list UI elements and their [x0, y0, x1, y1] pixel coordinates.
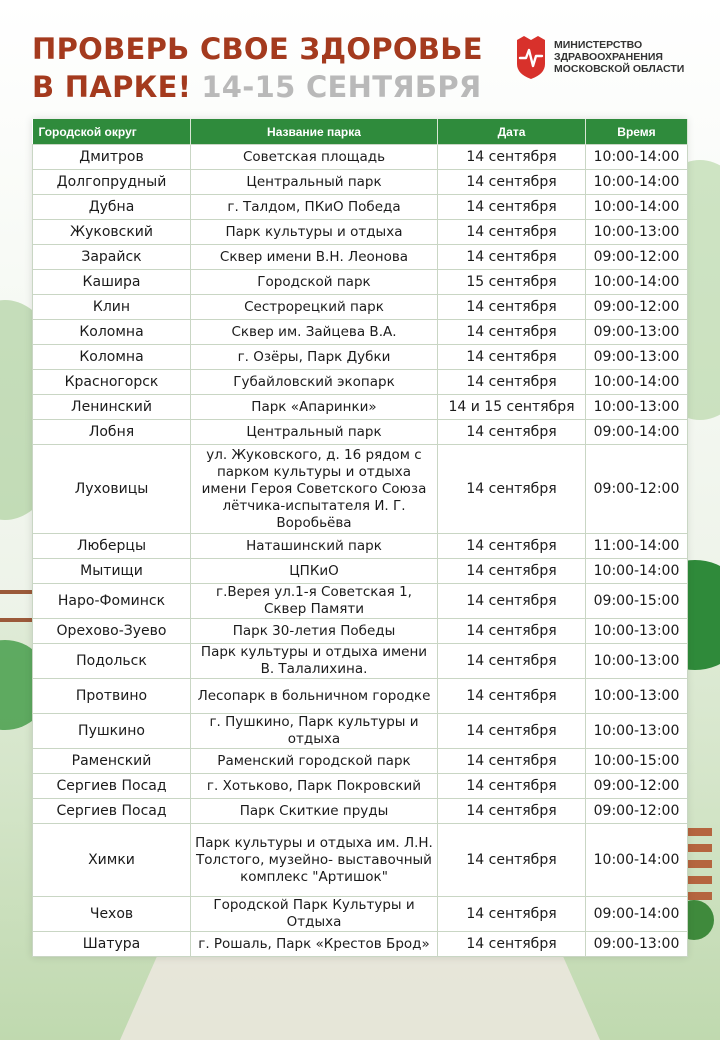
- table-row: [33, 420, 688, 445]
- title-dates: 14-15 СЕНТЯБРЯ: [201, 70, 482, 104]
- table-row: [33, 145, 688, 170]
- cell-park: Парк «Апаринки»: [191, 395, 438, 420]
- cell-date: 14 сентября: [438, 170, 586, 195]
- cell-time: 10:00-14:00: [586, 559, 688, 584]
- table-row: [33, 799, 688, 824]
- column-header-district: Городской округ: [33, 119, 191, 145]
- cell-time: 10:00-14:00: [586, 170, 688, 195]
- cell-park: Наташинский парк: [191, 534, 438, 559]
- cell-park: г.Верея ул.1-я Советская 1, Сквер Памяти: [191, 584, 438, 619]
- cell-park: Парк 30-летия Победы: [191, 619, 438, 644]
- table-row: [33, 679, 688, 714]
- cell-date: 14 сентября: [438, 245, 586, 270]
- cell-district: Сергиев Посад: [33, 799, 191, 824]
- column-header-time: Время: [586, 119, 688, 145]
- cell-park: г. Талдом, ПКиО Победа: [191, 195, 438, 220]
- cell-date: 14 сентября: [438, 644, 586, 679]
- table-header: [33, 119, 688, 145]
- cell-district: Клин: [33, 295, 191, 320]
- table-row: [33, 320, 688, 345]
- cell-park: Городской парк: [191, 270, 438, 295]
- cell-district: Дмитров: [33, 145, 191, 170]
- cell-date: 14 сентября: [438, 584, 586, 619]
- cell-time: 10:00-14:00: [586, 270, 688, 295]
- table-row: [33, 220, 688, 245]
- cell-park: г. Пушкино, Парк культуры и отдыха: [191, 714, 438, 749]
- table-row: [33, 370, 688, 395]
- cell-date: 14 сентября: [438, 932, 586, 957]
- cell-park: Парк культуры и отдыха им. Л.Н. Толстого, музейно- выставочный комплекс "Артишок": [191, 824, 438, 897]
- bench-right-icon: [686, 820, 712, 900]
- cell-date: 14 сентября: [438, 420, 586, 445]
- table-row: [33, 644, 688, 679]
- cell-time: 10:00-13:00: [586, 679, 688, 714]
- cell-park: Парк культуры и отдыха: [191, 220, 438, 245]
- cell-time: 09:00-13:00: [586, 932, 688, 957]
- cell-park: Сквер имени В.Н. Леонова: [191, 245, 438, 270]
- cell-district: Красногорск: [33, 370, 191, 395]
- cell-park: Губайловский экопарк: [191, 370, 438, 395]
- cell-park: Центральный парк: [191, 420, 438, 445]
- cell-date: 14 сентября: [438, 295, 586, 320]
- cell-date: 14 сентября: [438, 345, 586, 370]
- page-title: [32, 30, 483, 106]
- cell-time: 10:00-14:00: [586, 370, 688, 395]
- cell-date: 14 сентября: [438, 749, 586, 774]
- ministry-name: [554, 39, 684, 75]
- cell-park: Советская площадь: [191, 145, 438, 170]
- cell-date: 14 сентября: [438, 370, 586, 395]
- cell-time: 09:00-14:00: [586, 897, 688, 932]
- cell-park: г. Хотьково, Парк Покровский: [191, 774, 438, 799]
- table-row: [33, 619, 688, 644]
- cell-district: Зарайск: [33, 245, 191, 270]
- column-header-park: Название парка: [191, 119, 438, 145]
- table-row: [33, 534, 688, 559]
- cell-district: Жуковский: [33, 220, 191, 245]
- table-row: [33, 897, 688, 932]
- cell-date: 14 сентября: [438, 619, 586, 644]
- cell-district: Коломна: [33, 345, 191, 370]
- cell-time: 09:00-13:00: [586, 345, 688, 370]
- cell-park: Сквер им. Зайцева В.А.: [191, 320, 438, 345]
- table-row: [33, 584, 688, 619]
- cell-time: 10:00-13:00: [586, 714, 688, 749]
- title-line-1: ПРОВЕРЬ СВОЕ ЗДОРОВЬЕ: [32, 32, 483, 66]
- table-row: [33, 932, 688, 957]
- title-line-2: [32, 68, 483, 106]
- cell-park: г. Рошаль, Парк «Крестов Брод»: [191, 932, 438, 957]
- cell-district: Орехово-Зуево: [33, 619, 191, 644]
- cell-time: 10:00-14:00: [586, 145, 688, 170]
- cell-park: Городской Парк Культуры и Отдыха: [191, 897, 438, 932]
- cell-district: Раменский: [33, 749, 191, 774]
- cell-time: 10:00-13:00: [586, 395, 688, 420]
- cell-date: 14 сентября: [438, 320, 586, 345]
- cell-district: Подольск: [33, 644, 191, 679]
- table-row: [33, 195, 688, 220]
- cell-park: Сестрорецкий парк: [191, 295, 438, 320]
- cell-date: 14 сентября: [438, 824, 586, 897]
- cell-park: Раменский городской парк: [191, 749, 438, 774]
- cell-date: 14 сентября: [438, 195, 586, 220]
- cell-time: 09:00-12:00: [586, 774, 688, 799]
- table-row: [33, 749, 688, 774]
- cell-date: 14 сентября: [438, 220, 586, 245]
- cell-park: г. Озёры, Парк Дубки: [191, 345, 438, 370]
- cell-date: 14 сентября: [438, 897, 586, 932]
- cell-district: Луховицы: [33, 445, 191, 534]
- cell-district: Лобня: [33, 420, 191, 445]
- cell-district: Пушкино: [33, 714, 191, 749]
- table-row: [33, 445, 688, 534]
- cell-district: Мытищи: [33, 559, 191, 584]
- cell-district: Ленинский: [33, 395, 191, 420]
- cell-district: Наро-Фоминск: [33, 584, 191, 619]
- ministry-logo: [514, 34, 684, 80]
- cell-time: 09:00-12:00: [586, 799, 688, 824]
- cell-district: Сергиев Посад: [33, 774, 191, 799]
- cell-district: Шатура: [33, 932, 191, 957]
- cell-time: 10:00-13:00: [586, 644, 688, 679]
- table-row: [33, 774, 688, 799]
- ministry-emblem-icon: [514, 34, 548, 80]
- table-row: [33, 295, 688, 320]
- cell-district: Люберцы: [33, 534, 191, 559]
- table-row: [33, 714, 688, 749]
- ministry-name-line-3: МОСКОВСКОЙ ОБЛАСТИ: [554, 63, 685, 75]
- cell-date: 14 сентября: [438, 774, 586, 799]
- cell-date: 14 сентября: [438, 559, 586, 584]
- cell-district: Химки: [33, 824, 191, 897]
- table-row: [33, 559, 688, 584]
- table-row: [33, 395, 688, 420]
- cell-district: Кашира: [33, 270, 191, 295]
- cell-date: 14 сентября: [438, 445, 586, 534]
- cell-park: Парк культуры и отдыха имени В. Талалихина.: [191, 644, 438, 679]
- cell-park: Парк Скиткие пруды: [191, 799, 438, 824]
- cell-date: 14 сентября: [438, 799, 586, 824]
- cell-time: 09:00-14:00: [586, 420, 688, 445]
- cell-time: 09:00-15:00: [586, 584, 688, 619]
- cell-time: 09:00-12:00: [586, 295, 688, 320]
- cell-time: 10:00-14:00: [586, 195, 688, 220]
- cell-district: Дубна: [33, 195, 191, 220]
- table-body: [33, 145, 688, 957]
- cell-district: Долгопрудный: [33, 170, 191, 195]
- cell-time: 09:00-12:00: [586, 445, 688, 534]
- cell-district: Чехов: [33, 897, 191, 932]
- cell-park: Лесопарк в больничном городке: [191, 679, 438, 714]
- table-row: [33, 245, 688, 270]
- cell-time: 10:00-15:00: [586, 749, 688, 774]
- table-row: [33, 824, 688, 897]
- cell-date: 15 сентября: [438, 270, 586, 295]
- schedule-table: [32, 119, 688, 957]
- table-row: [33, 345, 688, 370]
- cell-date: 14 сентября: [438, 145, 586, 170]
- cell-district: Коломна: [33, 320, 191, 345]
- bench-left-icon: [0, 590, 34, 622]
- table-row: [33, 270, 688, 295]
- cell-district: Протвино: [33, 679, 191, 714]
- ministry-name-line-1: МИНИСТЕРСТВО: [554, 39, 643, 51]
- title-park: В ПАРКЕ!: [32, 70, 192, 104]
- cell-park: Центральный парк: [191, 170, 438, 195]
- cell-time: 11:00-14:00: [586, 534, 688, 559]
- cell-time: 10:00-14:00: [586, 824, 688, 897]
- cell-time: 09:00-13:00: [586, 320, 688, 345]
- cell-date: 14 и 15 сентября: [438, 395, 586, 420]
- schedule-table-container: [32, 119, 687, 957]
- ministry-name-line-2: ЗДРАВООХРАНЕНИЯ: [554, 51, 663, 63]
- cell-time: 10:00-13:00: [586, 220, 688, 245]
- cell-date: 14 сентября: [438, 679, 586, 714]
- table-row: [33, 170, 688, 195]
- column-header-date: Дата: [438, 119, 586, 145]
- cell-park: ЦПКиО: [191, 559, 438, 584]
- cell-date: 14 сентября: [438, 534, 586, 559]
- cell-time: 10:00-13:00: [586, 619, 688, 644]
- cell-date: 14 сентября: [438, 714, 586, 749]
- cell-time: 09:00-12:00: [586, 245, 688, 270]
- cell-park: ул. Жуковского, д. 16 рядом с парком культуры и отдыха имени Героя Советского Союза лётчика-испытателя И. Г. Воробьёва: [191, 445, 438, 534]
